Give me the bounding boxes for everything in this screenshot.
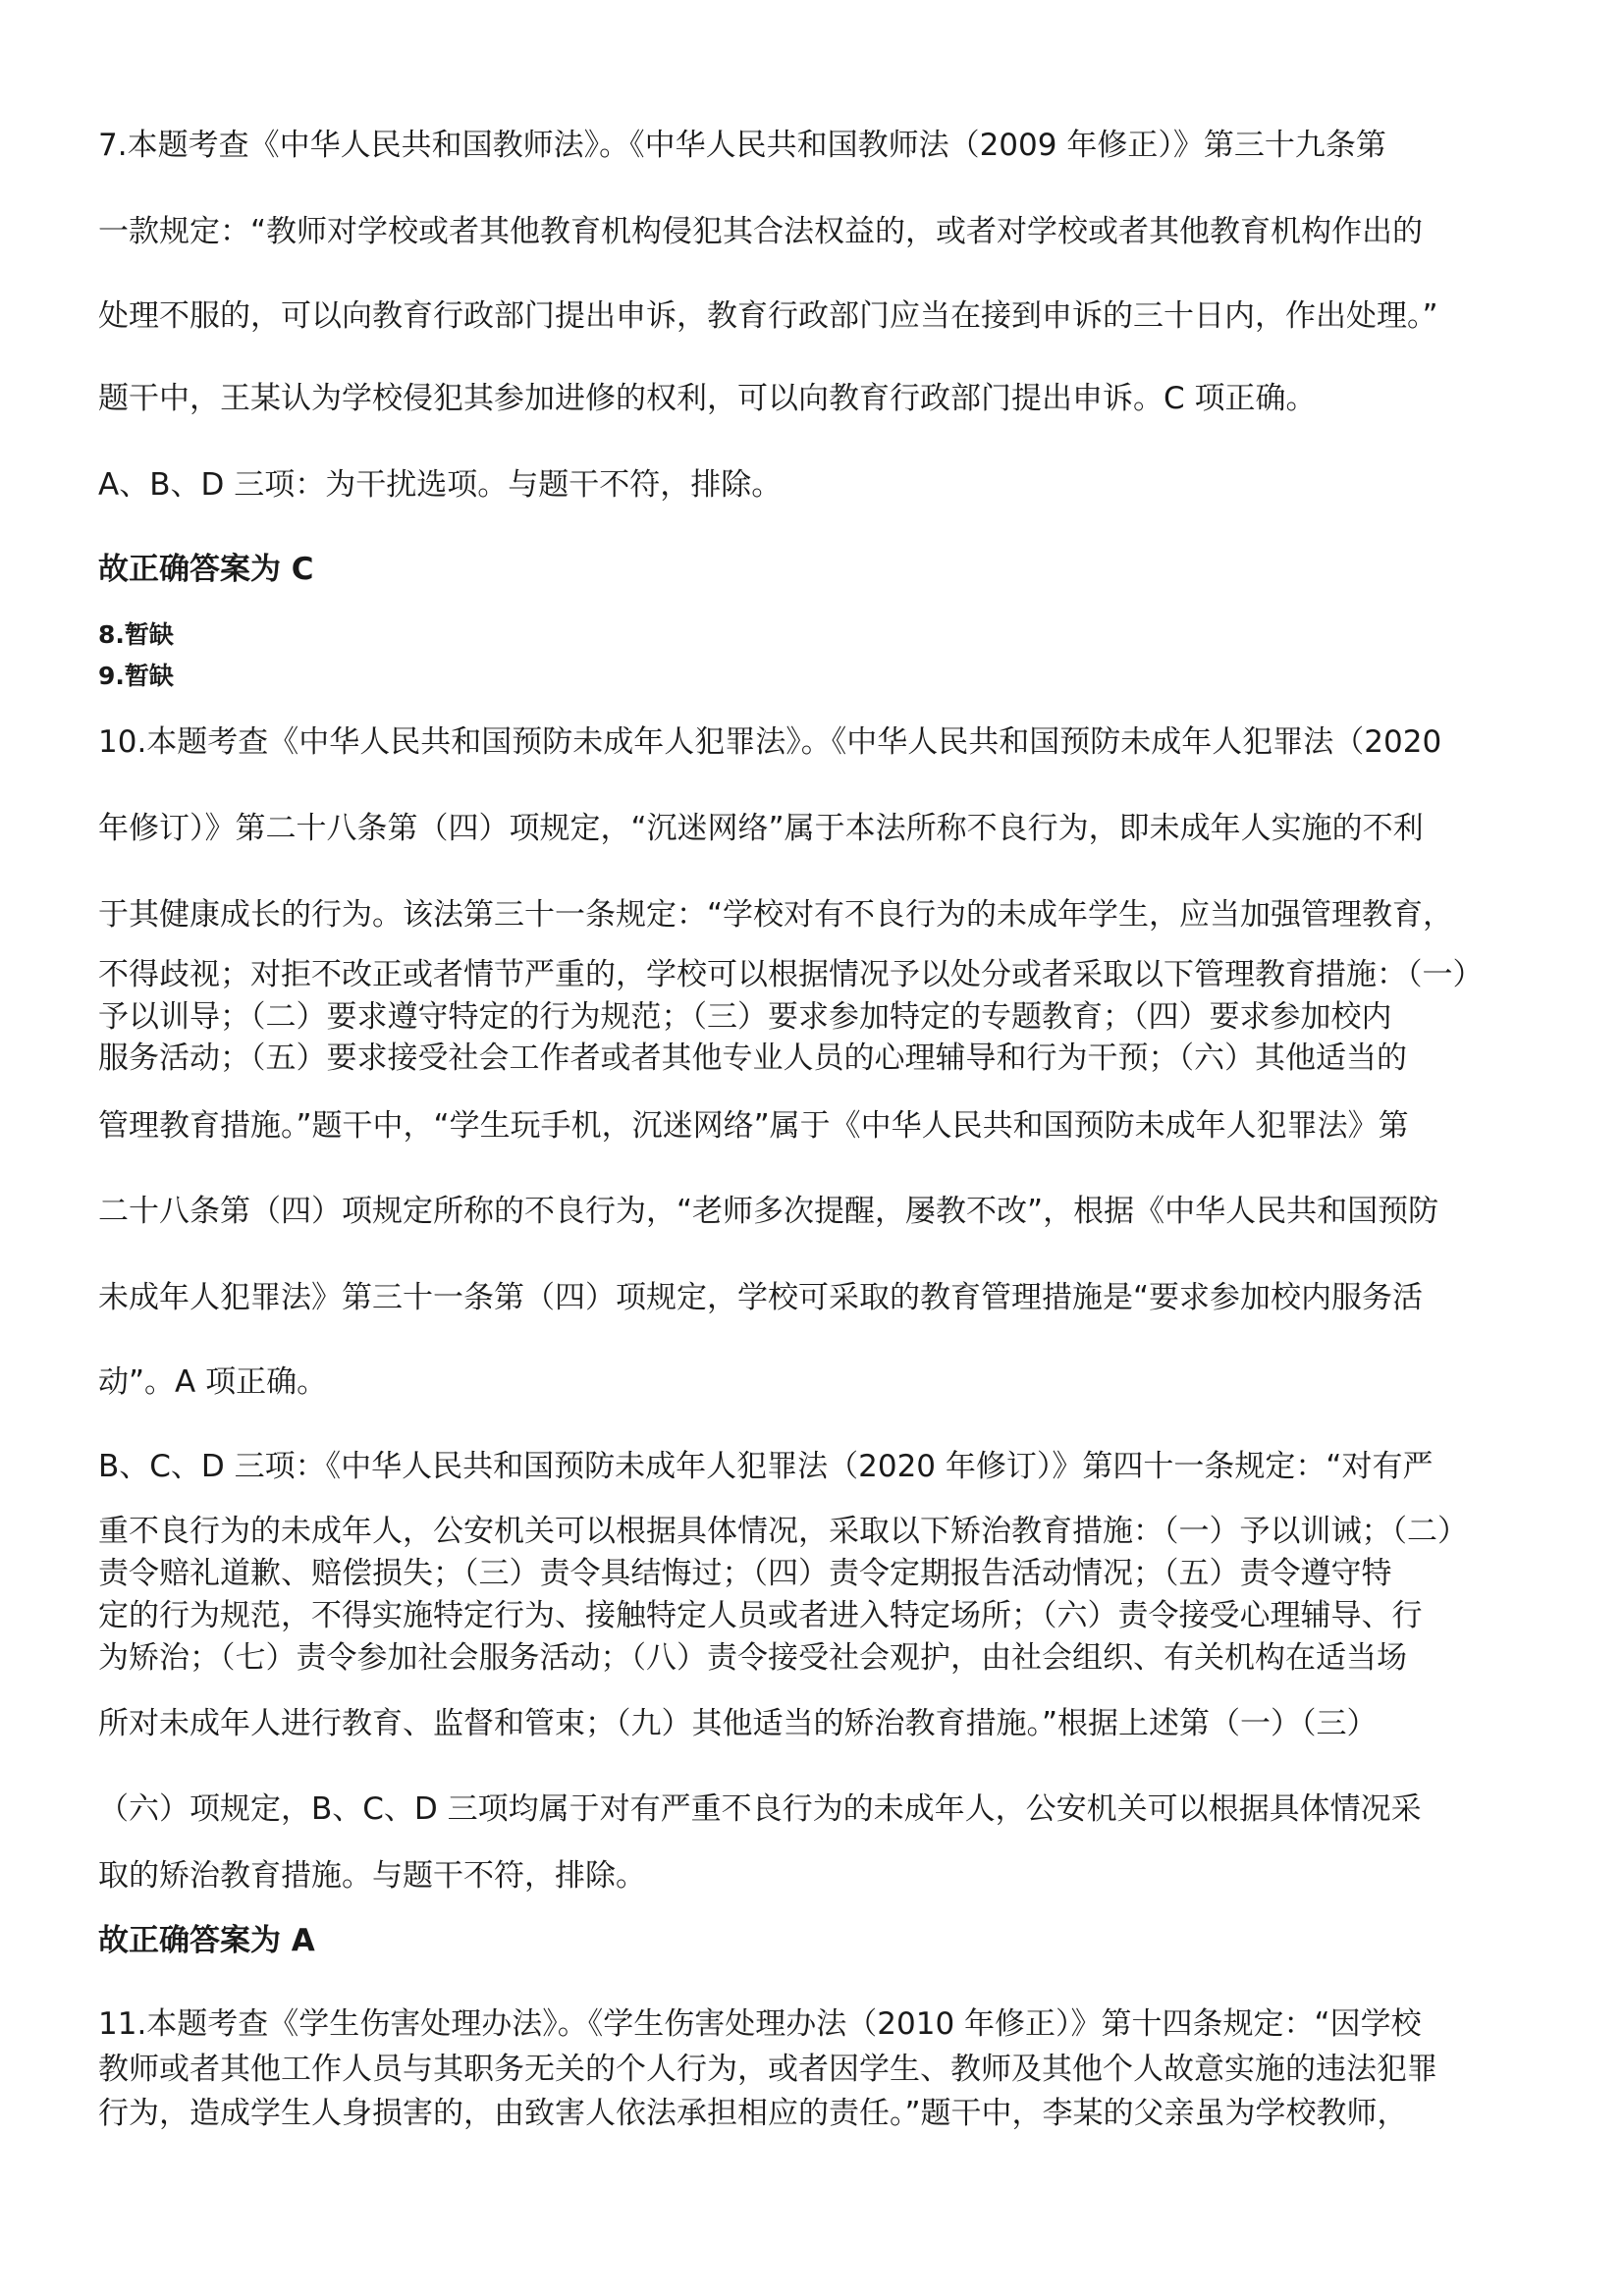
q11-line-2: 教师或者其他工作人员与其职务无关的个人行为，或者因学生、教师及其他个人故意实施的违法犯罪	[98, 2052, 1437, 2087]
q10-line-11: B、C、D 三项：《中华人民共和国预防未成年人犯罪法（2020 年修订）》第四十一条规定：“对有严	[98, 1449, 1434, 1484]
q7-answer: 故正确答案为 C	[98, 552, 314, 587]
q7-line-1: 7.本题考查《中华人民共和国教师法》。《中华人民共和国教师法（2009 年修正）》第三十九条第	[98, 128, 1386, 163]
q8-note: 8.暂缺	[98, 620, 174, 649]
q10-line-1: 10.本题考查《中华人民共和国预防未成年人犯罪法》。《中华人民共和国预防未成年人犯罪法（2020	[98, 724, 1442, 760]
q7-line-4: 题干中，王某认为学校侵犯其参加进修的权利，可以向教育行政部门提出申诉。C 项正确。	[98, 381, 1317, 416]
q10-line-18: 取的矫治教育措施。与题干不符，排除。	[98, 1858, 646, 1894]
q10-line-14: 定的行为规范，不得实施特定行为、接触特定人员或者进入特定场所；（六）责令接受心理辅导、行	[98, 1598, 1423, 1633]
q10-line-17: （六）项规定，B、C、D 三项均属于对有严重不良行为的未成年人，公安机关可以根据具体情况采	[98, 1791, 1422, 1827]
q11-line-1: 11.本题考查《学生伤害处理办法》。《学生伤害处理办法（2010 年修正）》第十四条规定：“因学校	[98, 2006, 1422, 2042]
q10-line-3: 于其健康成长的行为。该法第三十一条规定：“学校对有不良行为的未成年学生，应当加强管理教育，	[98, 897, 1454, 933]
q7-line-5: A、B、D 三项：为干扰选项。与题干不符，排除。	[98, 467, 783, 503]
q10-line-16: 所对未成年人进行教育、监督和管束；（九）其他适当的矫治教育措施。”根据上述第（一）（三）	[98, 1706, 1378, 1741]
q10-line-10: 动”。A 项正确。	[98, 1364, 328, 1400]
q7-line-2: 一款规定：“教师对学校或者其他教育机构侵犯其合法权益的，或者对学校或者其他教育机构作出的	[98, 214, 1424, 249]
q10-line-15: 为矫治；（七）责令参加社会服务活动；（八）责令接受社会观护，由社会组织、有关机构在适当场	[98, 1640, 1407, 1676]
q10-answer: 故正确答案为 A	[98, 1923, 315, 1958]
q9-note: 9.暂缺	[98, 662, 174, 690]
q10-line-13: 责令赔礼道歉、赔偿损失；（三）责令具结悔过；（四）责令定期报告活动情况；（五）责令遵守特	[98, 1556, 1392, 1591]
q10-line-5: 予以训导；（二）要求遵守特定的行为规范；（三）要求参加特定的专题教育；（四）要求参加校内	[98, 999, 1392, 1035]
q10-line-6: 服务活动；（五）要求接受社会工作者或者其他专业人员的心理辅导和行为干预；（六）其他适当的	[98, 1041, 1407, 1076]
q10-line-8: 二十八条第（四）项规定所称的不良行为，“老师多次提醒，屡教不改”，根据《中华人民共和国预防	[98, 1194, 1439, 1229]
q10-line-12: 重不良行为的未成年人，公安机关可以根据具体情况，采取以下矫治教育措施：（一）予以训诫；（二）	[98, 1514, 1468, 1549]
q10-line-9: 未成年人犯罪法》第三十一条第（四）项规定，学校可采取的教育管理措施是“要求参加校内服务活	[98, 1280, 1424, 1315]
q10-line-2: 年修订）》第二十八条第（四）项规定，“沉迷网络”属于本法所称不良行为，即未成年人实施的不利	[98, 811, 1424, 846]
q10-line-7: 管理教育措施。”题干中，“学生玩手机，沉迷网络”属于《中华人民共和国预防未成年人犯罪法》第	[98, 1108, 1409, 1144]
q11-line-3: 行为，造成学生人身损害的，由致害人依法承担相应的责任。”题干中，李某的父亲虽为学校教师，	[98, 2096, 1408, 2131]
q7-line-3: 处理不服的，可以向教育行政部门提出申诉，教育行政部门应当在接到申诉的三十日内，作出处理。”	[98, 298, 1438, 334]
q10-line-4: 不得歧视；对拒不改正或者情节严重的，学校可以根据情况予以处分或者采取以下管理教育措施：（一）	[98, 957, 1484, 992]
